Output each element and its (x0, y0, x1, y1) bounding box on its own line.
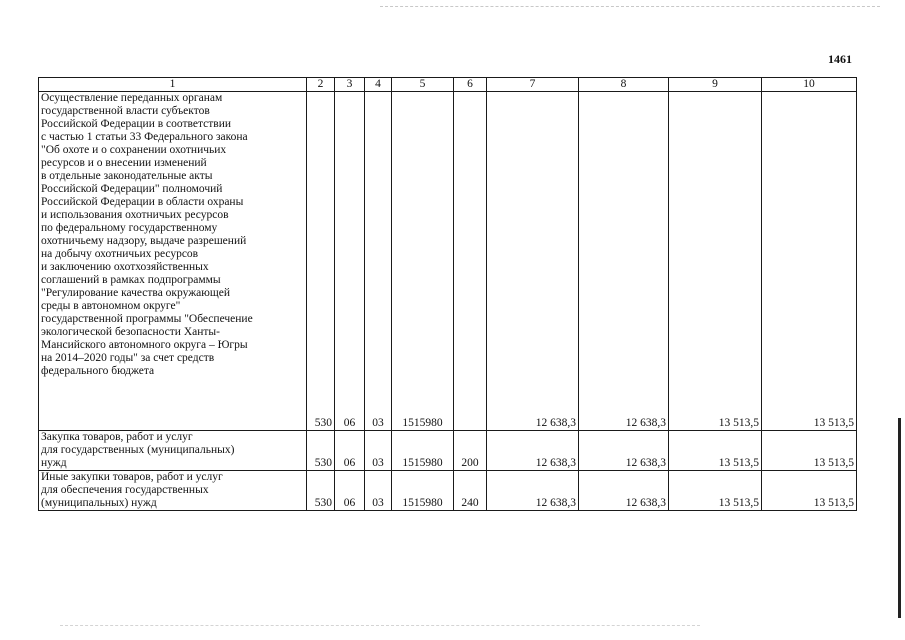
cell-amount-10: 13 513,5 (762, 92, 857, 431)
column-header: 8 (579, 78, 669, 92)
cell-amount-8: 12 638,3 (579, 471, 669, 511)
column-header: 6 (454, 78, 487, 92)
cell-section: 06 (335, 431, 365, 471)
cell-amount-8: 12 638,3 (579, 92, 669, 431)
row-description: Закупка товаров, работ и услуг для государственных (муниципальных) нужд (39, 431, 307, 471)
column-header: 1 (39, 78, 307, 92)
cell-amount-8: 12 638,3 (579, 431, 669, 471)
cell-expense-type: 240 (454, 471, 487, 511)
cell-admin-code: 530 (307, 431, 335, 471)
scan-artifact-edge (898, 418, 901, 618)
table-header-row (39, 78, 857, 92)
cell-target-article: 1515980 (392, 471, 454, 511)
cell-admin-code: 530 (307, 92, 335, 431)
table-row (39, 471, 857, 511)
cell-amount-9: 13 513,5 (669, 431, 762, 471)
cell-amount-7: 12 638,3 (487, 92, 579, 431)
scan-artifact-top (380, 6, 880, 7)
budget-table (38, 77, 857, 511)
cell-subsection: 03 (365, 92, 392, 431)
cell-section: 06 (335, 471, 365, 511)
cell-target-article: 1515980 (392, 431, 454, 471)
cell-amount-10: 13 513,5 (762, 471, 857, 511)
cell-expense-type: 200 (454, 431, 487, 471)
table-row (39, 431, 857, 471)
cell-amount-7: 12 638,3 (487, 431, 579, 471)
column-header: 9 (669, 78, 762, 92)
row-description: Осуществление переданных органам государственной власти субъектов Российской Федерации в соответствии с частью 1 статьи 33 Федерального закона "Об охоте и о сохранении охотничьих ресурсов и о внесении изменений в отдельные законодательные акты Российской Федерации" полномочий Российской Федерации в области охраны и использования охотничьих ресурсов по федеральному государственному охотничьему надзору, выдаче разрешений на добычу охотничьих ресурсов и заключению охотхозяйственных соглашений в рамках подпрограммы "Регулирование качества окружающей среды в автономном округе" государственной программы "Обеспечение экологической безопасности Ханты- Мансийского автономного округа – Югры на 2014–2020 годы" за счет средств федерального бюджета (39, 92, 307, 431)
row-description: Иные закупки товаров, работ и услуг для обеспечения государственных (муниципальных) нужд (39, 471, 307, 511)
cell-section: 06 (335, 92, 365, 431)
column-header: 4 (365, 78, 392, 92)
column-header: 2 (307, 78, 335, 92)
scan-artifact-bottom (60, 625, 700, 626)
cell-amount-9: 13 513,5 (669, 92, 762, 431)
column-header: 3 (335, 78, 365, 92)
page-number: 1461 (828, 52, 852, 66)
cell-subsection: 03 (365, 471, 392, 511)
cell-expense-type (454, 92, 487, 431)
cell-amount-9: 13 513,5 (669, 471, 762, 511)
cell-amount-10: 13 513,5 (762, 431, 857, 471)
table-row (39, 92, 857, 431)
cell-amount-7: 12 638,3 (487, 471, 579, 511)
cell-target-article: 1515980 (392, 92, 454, 431)
cell-admin-code: 530 (307, 471, 335, 511)
column-header: 7 (487, 78, 579, 92)
column-header: 5 (392, 78, 454, 92)
column-header: 10 (762, 78, 857, 92)
cell-subsection: 03 (365, 431, 392, 471)
